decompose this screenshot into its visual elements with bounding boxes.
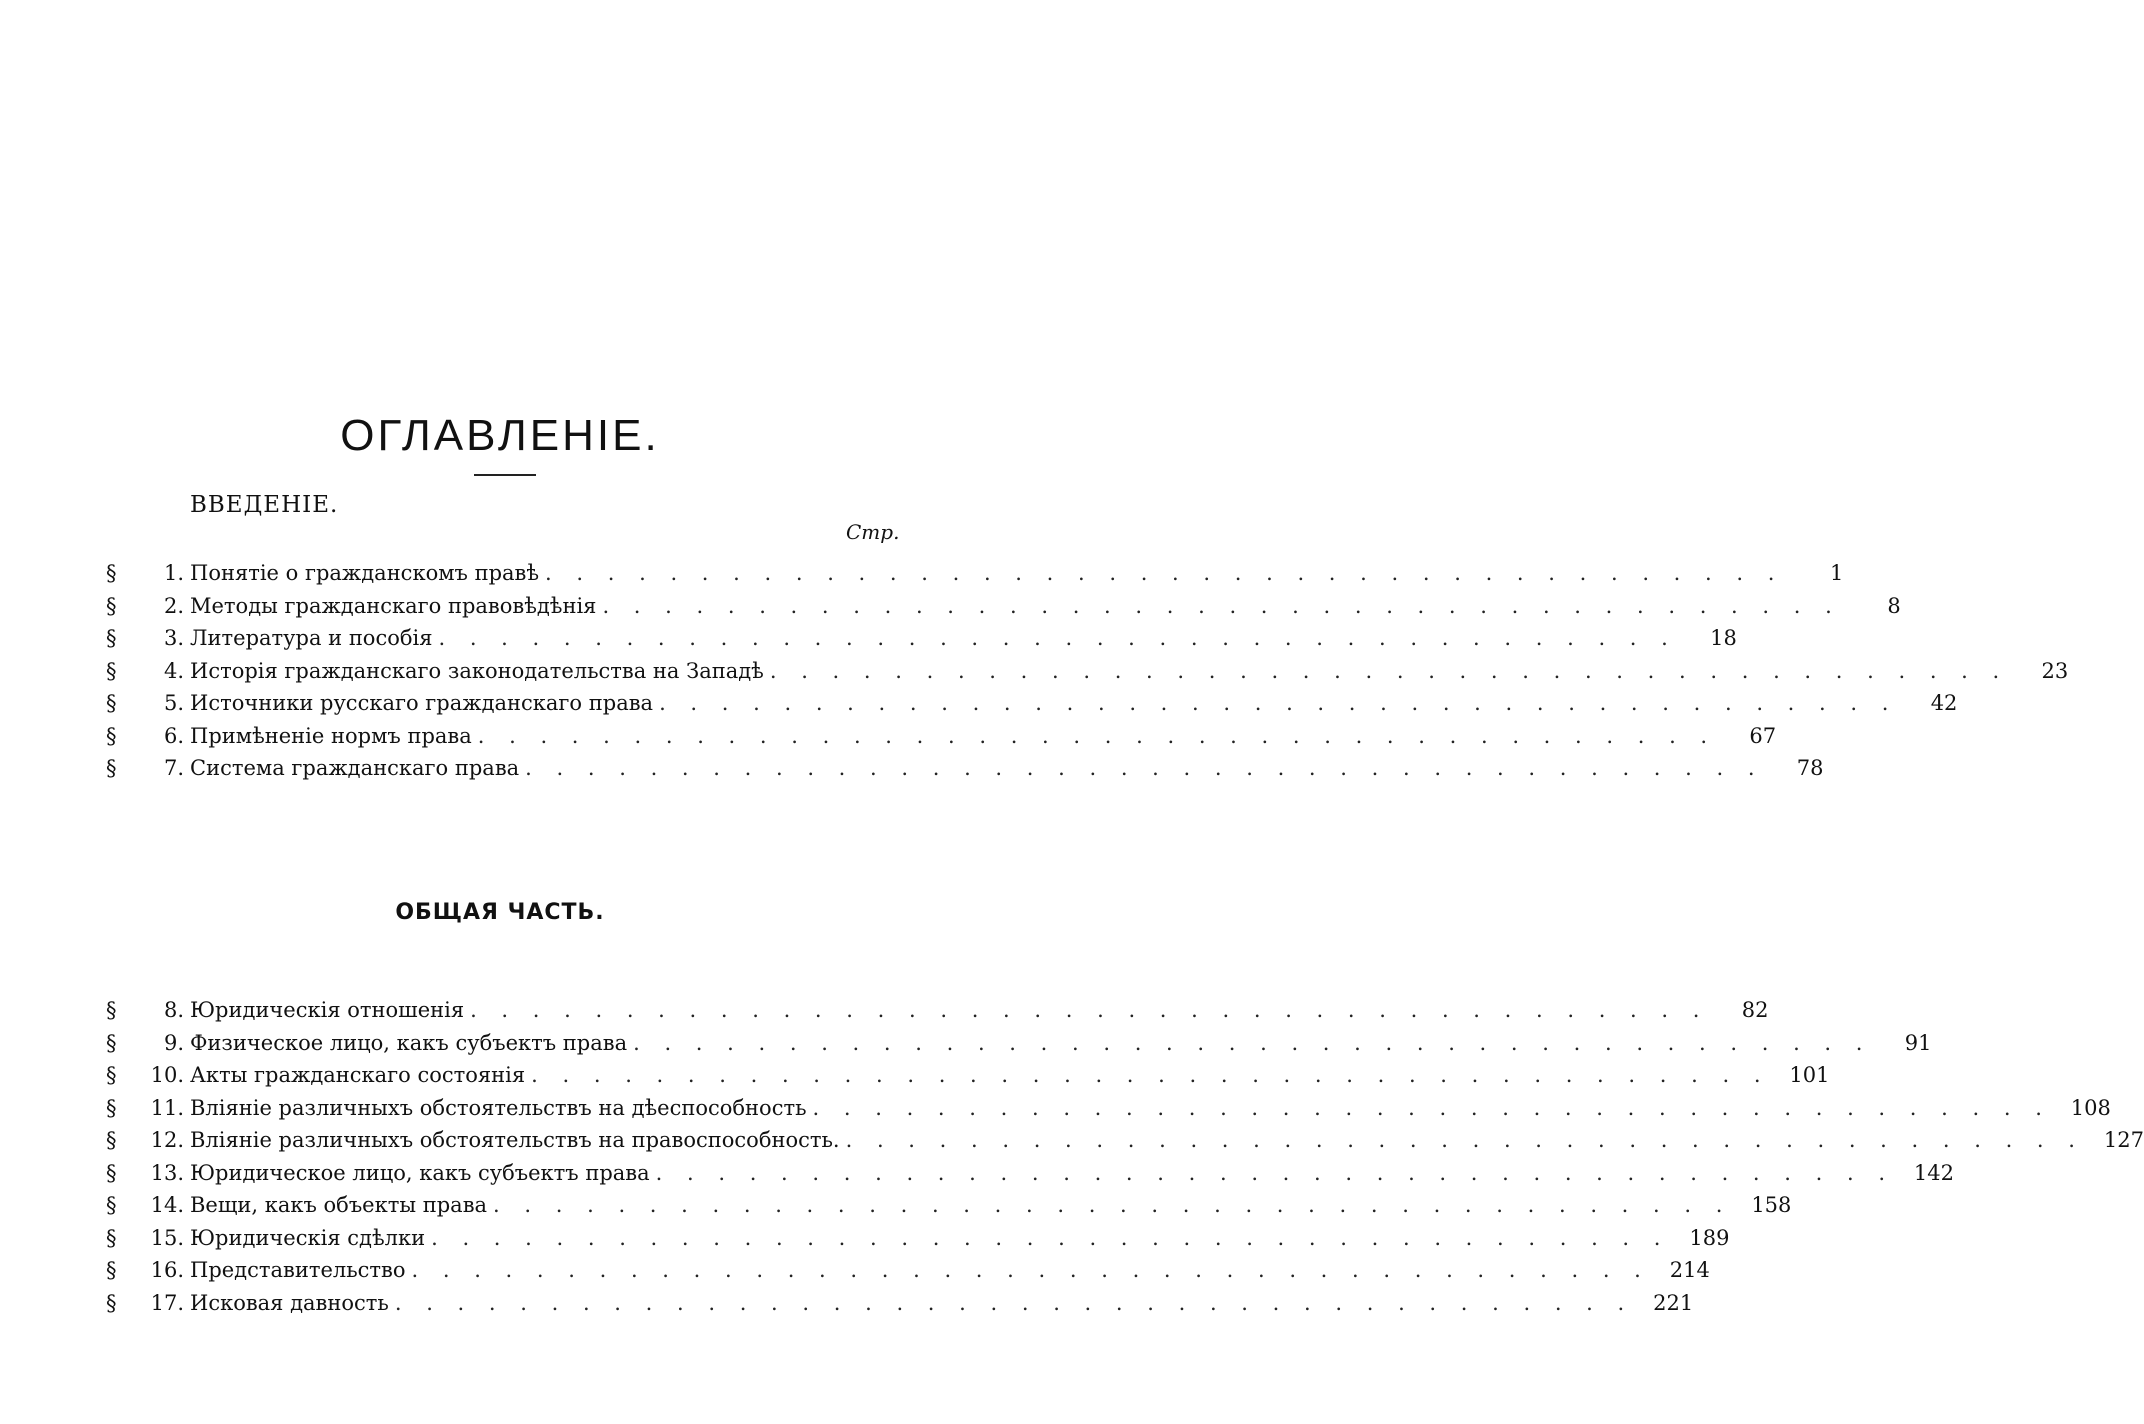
entry-title: Вліяніе различныхъ обстоятельствъ на дѣеспособность: [190, 1095, 807, 1120]
entry-number: 15.: [150, 1225, 184, 1250]
entry-number: 4.: [163, 658, 184, 683]
section-sign: §: [106, 1193, 117, 1217]
entry-page-number: 1: [1830, 561, 1844, 585]
entry-number: 16.: [150, 1258, 184, 1282]
toc-entry: [106, 622, 1737, 655]
entry-number: 13.: [150, 1160, 184, 1185]
entry-page-number: 221: [1653, 1290, 1694, 1315]
toc-entry: [106, 1287, 1694, 1320]
introduction-heading: ВВЕДЕНІЕ.: [190, 492, 339, 518]
entry-title: Исковая давность: [190, 1290, 389, 1315]
page-title: ОГЛАВЛЕНІЕ.: [340, 411, 660, 461]
entry-title: Вліяніе различныхъ обстоятельствъ на правоспособность.: [190, 1128, 840, 1152]
section-sign: §: [106, 1160, 117, 1185]
entry-page-number: 127: [2103, 1128, 2144, 1152]
dot-leader: [519, 752, 1763, 784]
toc-entry: [106, 557, 1844, 590]
general-part-toc: [106, 994, 2144, 1319]
entry-page-number: 42: [1930, 691, 1958, 715]
entry-number: 17.: [150, 1290, 184, 1315]
dot-leader: [650, 1157, 1894, 1189]
dot-leader: [464, 994, 1708, 1026]
entry-page-number: 23: [2041, 658, 2069, 683]
dot-leader: [596, 590, 1840, 622]
introduction-toc: [106, 557, 2069, 785]
entry-title: Примѣненіе нормъ права: [190, 723, 472, 748]
entry-page-number: 8: [1887, 593, 1901, 618]
entry-page-number: 142: [1913, 1160, 1955, 1185]
section-sign: §: [106, 1063, 117, 1087]
toc-entry: [106, 720, 1777, 753]
dot-leader: [406, 1254, 1650, 1286]
entry-title: Система гражданскаго права: [190, 756, 520, 780]
entry-page-number: 189: [1689, 1225, 1730, 1250]
dot-leader: [764, 655, 2008, 687]
entry-title: Методы гражданскаго правовѣдѣнія: [190, 593, 597, 618]
entry-number: 14.: [150, 1193, 184, 1217]
general-part-heading: ОБЩАЯ ЧАСТЬ.: [395, 900, 605, 925]
toc-entry: [106, 1059, 1830, 1092]
section-sign: §: [106, 1095, 117, 1120]
entry-number: 6.: [163, 723, 184, 748]
entry-title: Вещи, какъ объекты права: [190, 1193, 488, 1217]
entry-title: Источники русскаго гражданскаго права: [190, 691, 654, 715]
entry-title: Литература и пособія: [190, 626, 433, 650]
toc-entry: [106, 1157, 1955, 1190]
entry-number: 7.: [163, 756, 184, 780]
dot-leader: [425, 1222, 1669, 1254]
toc-entry: [106, 1027, 1932, 1060]
entry-number: 1.: [163, 561, 184, 585]
entry-page-number: 158: [1751, 1193, 1792, 1217]
entry-title: Исторія гражданскаго законодательства на Западѣ: [190, 658, 764, 683]
entry-page-number: 78: [1796, 756, 1824, 780]
entry-page-number: 101: [1789, 1063, 1830, 1087]
entry-number: 5.: [163, 691, 184, 715]
section-sign: §: [106, 658, 117, 683]
toc-entry: [106, 1092, 2111, 1125]
entry-page-number: 108: [2070, 1095, 2111, 1120]
section-sign: §: [106, 1030, 117, 1055]
toc-entry: [106, 1189, 1792, 1222]
dot-leader: [807, 1092, 2051, 1124]
section-sign: §: [106, 1258, 117, 1282]
toc-entry: [106, 590, 1901, 623]
entry-title: Юридическія сдѣлки: [190, 1225, 426, 1250]
dot-leader: [653, 687, 1897, 719]
entry-number: 2.: [163, 593, 184, 618]
entry-number: 8.: [163, 998, 184, 1022]
toc-entry: [106, 752, 1824, 785]
entry-title: Акты гражданскаго состоянія: [190, 1063, 526, 1087]
toc-entry: [106, 994, 1769, 1027]
entry-title: Понятіе о гражданскомъ правѣ: [190, 561, 540, 585]
dot-leader: [840, 1124, 2084, 1156]
entry-page-number: 18: [1710, 626, 1737, 650]
entry-page-number: 214: [1669, 1258, 1710, 1282]
title-divider: [474, 474, 536, 476]
section-sign: §: [106, 1290, 117, 1315]
toc-entry: [106, 1222, 1730, 1255]
entry-number: 11.: [150, 1095, 184, 1120]
entry-title: Представительство: [190, 1258, 406, 1282]
section-sign: §: [106, 723, 117, 748]
dot-leader: [389, 1287, 1633, 1319]
entry-title: Юридическое лицо, какъ субъектъ права: [190, 1160, 650, 1185]
entry-title: Физическое лицо, какъ субъектъ права: [190, 1030, 628, 1055]
dot-leader: [627, 1027, 1871, 1059]
page-column-label: Стр.: [846, 520, 900, 544]
entry-number: 12.: [150, 1128, 184, 1152]
toc-entry: [106, 655, 2069, 688]
entry-number: 10.: [150, 1063, 184, 1087]
toc-entry: [106, 1254, 1710, 1287]
section-sign: §: [106, 561, 117, 585]
toc-entry: [106, 687, 1958, 720]
section-sign: §: [106, 756, 117, 780]
toc-entry: [106, 1124, 2144, 1157]
section-sign: §: [106, 593, 117, 618]
section-sign: §: [106, 998, 117, 1022]
dot-leader: [487, 1189, 1731, 1221]
dot-leader: [472, 720, 1716, 752]
section-sign: §: [106, 626, 117, 650]
entry-title: Юридическія отношенія: [190, 998, 465, 1022]
section-sign: §: [106, 1225, 117, 1250]
entry-number: 9.: [163, 1030, 184, 1055]
entry-page-number: 67: [1749, 723, 1777, 748]
entry-page-number: 91: [1904, 1030, 1932, 1055]
dot-leader: [432, 622, 1676, 654]
dot-leader: [539, 557, 1783, 589]
entry-page-number: 82: [1741, 998, 1769, 1022]
section-sign: §: [106, 691, 117, 715]
dot-leader: [525, 1059, 1769, 1091]
section-sign: §: [106, 1128, 117, 1152]
entry-number: 3.: [163, 626, 184, 650]
